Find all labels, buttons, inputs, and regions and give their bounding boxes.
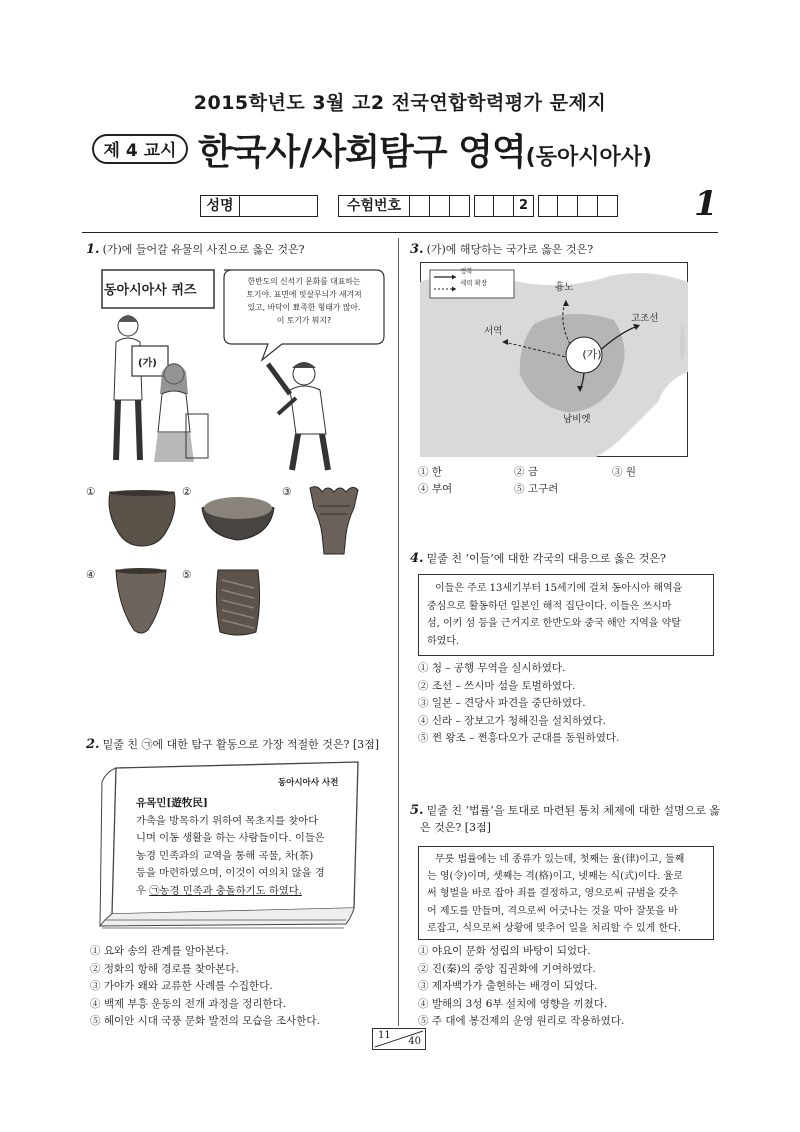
subject-title (198, 124, 652, 175)
question-2-text: 밑줄 친 ㉠에 대한 탐구 활동으로 가장 적절한 것은? [3점] (102, 738, 380, 751)
exam-number-cell[interactable] (494, 195, 514, 217)
entry-line: 가축을 방목하기 위하여 목초지를 찾아다 (136, 814, 319, 827)
page-number: 1 (694, 184, 718, 224)
period-label: 제 4 교시 (92, 134, 188, 164)
entry-line: 등을 마련하였으며, 이것이 여의치 않을 경 (136, 867, 325, 879)
q3-option-1[interactable]: ① 한 (418, 466, 442, 478)
speech-bubble (226, 275, 382, 327)
question-5-options (418, 943, 624, 1031)
page-total: 40 (408, 1036, 421, 1047)
q5-option[interactable]: ④ 발해의 3성 6부 설치에 영향을 끼쳤다. (418, 997, 608, 1010)
entry-title: 유목민[遊牧民] (136, 797, 208, 809)
question-5-text-line: 밑줄 친 ‘법률’을 토대로 마련된 통치 체제에 대한 설명으로 옳 (426, 804, 721, 817)
question-3-prompt (410, 241, 593, 258)
passage-line: 섬, 이키 섬 등을 근거지로 한반도와 중국 해안 지역을 약탈 (427, 618, 681, 629)
entry-line: 농경 민족과의 교역을 통해 곡물, 차(茶) (136, 849, 314, 862)
exam-number-cell[interactable] (578, 195, 598, 217)
exam-number-label: 수험번호 (338, 195, 410, 217)
page-indicator (372, 1028, 426, 1050)
question-2-options (90, 943, 320, 1031)
map-label-center: (가) (582, 348, 602, 361)
exam-number-box (338, 195, 618, 217)
passage-line: 써 형벌을 바로 잡아 죄를 결정하고, 영으로써 규범을 갖추 (427, 888, 678, 900)
exam-number-cell[interactable] (598, 195, 618, 217)
exam-number-cell[interactable] (450, 195, 470, 217)
question-5-number: 5. (410, 803, 424, 818)
q3-option-4[interactable]: ④ 부여 (418, 483, 453, 495)
speech-line: 있고, 바닥이 뾰족한 형태가 많아. (247, 303, 361, 312)
exam-title: 2015학년도 3월 고2 전국연합학력평가 문제지 (193, 92, 607, 114)
q2-option[interactable]: ① 요와 송의 관계를 알아본다. (90, 945, 229, 957)
pottery-3-image (304, 484, 364, 558)
quiz-sign: 동아시아사 퀴즈 (104, 283, 197, 298)
question-1-text: (가)에 들어갈 유물의 사진으로 옳은 것은? (102, 243, 305, 256)
question-2-number: 2. (86, 737, 100, 752)
exam-number-cell[interactable] (538, 195, 558, 217)
legend-expansion: 세력 확장 (460, 279, 488, 287)
q2-option[interactable]: ③ 가야가 왜와 교류한 사례를 수집한다. (90, 980, 273, 992)
subject-main: 한국사/사회탐구 영역 (198, 132, 526, 173)
pottery-5-image (212, 566, 264, 638)
q2-option[interactable]: ④ 백제 부흥 운동의 전개 과정을 정리한다. (90, 997, 287, 1010)
exam-number-cell[interactable] (474, 195, 494, 217)
page-current: 11 (378, 1030, 391, 1041)
question-3-number: 3. (410, 242, 424, 257)
speech-line: 한반도의 신석기 문화를 대표하는 (247, 277, 361, 286)
speech-line: 토기야. 표면에 빗살무늬가 새겨져 (246, 290, 362, 299)
q5-option[interactable]: ⑤ 주 대에 봉건제의 운영 원리로 작용하였다. (418, 1015, 625, 1027)
column-divider (398, 238, 399, 1026)
q2-option[interactable]: ② 정화의 항해 경로를 찾아본다. (90, 962, 239, 975)
q1-option-1[interactable]: ① (86, 486, 96, 498)
question-1-number: 1. (86, 242, 100, 257)
question-5-text-line: 은 것은? [3점] (420, 821, 491, 834)
question-5-passage-box (418, 846, 714, 940)
name-label: 성명 (200, 195, 240, 217)
name-box (200, 195, 318, 217)
question-4-prompt (410, 550, 666, 567)
legend-conquest: 정복 (460, 267, 473, 275)
q1-option-2[interactable]: ② (182, 486, 192, 498)
question-2-prompt (86, 736, 379, 753)
map-label-western: 서역 (484, 326, 503, 337)
pottery-1-image (104, 488, 180, 548)
entry-line-last (136, 883, 325, 901)
q2-option[interactable]: ⑤ 헤이안 시대 국풍 문화 발전의 모습을 조사한다. (90, 1015, 320, 1027)
passage-line: 로잡고, 식으로써 상황에 맞추어 일을 처리할 수 있게 한다. (427, 922, 681, 934)
q5-option[interactable]: ② 진(秦)의 중앙 집권화에 기여하였다. (418, 962, 596, 975)
q4-option[interactable]: ④ 신라 – 장보고가 청해진을 설치하였다. (418, 714, 606, 727)
exam-number-cell[interactable] (410, 195, 430, 217)
passage-line: 중심으로 활동하던 일본인 해적 집단이다. 이들은 쓰시마 (427, 600, 672, 612)
placard-label: (가) (138, 358, 157, 369)
name-field[interactable] (240, 195, 318, 217)
map-label-nanyue: 남비엣 (563, 414, 591, 425)
map-figure (420, 262, 688, 457)
passage-line: 는 영(令)이며, 셋째는 격(格)이고, 넷째는 식(式)이다. 율로 (427, 871, 683, 883)
passage-line: 이들은 주로 13세기부터 15세기에 걸쳐 동아시아 해역을 (435, 583, 683, 594)
dictionary-entry (136, 795, 325, 900)
question-4-options (418, 660, 619, 748)
question-4-passage-box (418, 574, 714, 656)
question-5-prompt (410, 802, 721, 836)
exam-number-cell[interactable] (558, 195, 578, 217)
exam-number-fixed-digit: 2 (514, 195, 534, 217)
question-4-number: 4. (410, 551, 424, 566)
q4-option[interactable]: ③ 일본 – 견당사 파견을 중단하였다. (418, 697, 586, 709)
q3-option-2[interactable]: ② 금 (514, 466, 538, 478)
map-label-gojoseon: 고조선 (631, 313, 659, 324)
pottery-4-image (112, 566, 170, 636)
question-1-prompt (86, 241, 305, 258)
subject-sub: (동아시아사) (525, 145, 653, 170)
entry-prefix: 우 (136, 884, 150, 897)
map-label-xiongnu: 흉노 (555, 282, 574, 293)
q5-option[interactable]: ③ 제자백가가 출현하는 배경이 되었다. (418, 980, 598, 992)
q3-option-3[interactable]: ③ 원 (612, 466, 636, 478)
speech-line: 이 토기가 뭐지? (276, 316, 332, 325)
passage-line: 하였다. (427, 635, 460, 647)
passage-line: 무릇 법률에는 네 종류가 있는데, 첫째는 율(律)이고, 둘째 (435, 854, 685, 865)
q4-option[interactable]: ② 조선 – 쓰시마 섬을 토벌하였다. (418, 679, 576, 692)
question-3-text: (가)에 해당하는 국가로 옳은 것은? (426, 243, 594, 256)
exam-number-cell[interactable] (430, 195, 450, 217)
q5-option[interactable]: ① 야요이 문화 성립의 바탕이 되었다. (418, 945, 591, 957)
q1-option-4[interactable]: ④ (86, 569, 96, 581)
q1-option-3[interactable]: ③ (282, 486, 292, 498)
pottery-2-image (198, 490, 278, 544)
q1-option-5[interactable]: ⑤ (182, 569, 192, 581)
q3-option-5[interactable]: ⑤ 고구려 (514, 483, 559, 495)
underlined-phrase: ㉠농경 민족과 충돌하기도 하였다. (149, 884, 302, 897)
entry-line: 니며 이동 생활을 하는 사람들이다. 이들은 (136, 832, 325, 844)
q4-option[interactable]: ⑤ 쩐 왕조 – 쩐흥다오가 군대를 동원하였다. (418, 732, 620, 744)
passage-line: 어 제도를 만들며, 격으로써 어긋나는 것을 막아 잘못을 바 (427, 905, 678, 917)
q4-option[interactable]: ① 청 – 공행 무역을 실시하였다. (418, 662, 566, 674)
header-rule (82, 232, 718, 233)
dictionary-header: 동아시아사 사전 (278, 778, 339, 788)
question-4-text: 밑줄 친 ‘이들’에 대한 각국의 대응으로 옳은 것은? (426, 552, 666, 565)
